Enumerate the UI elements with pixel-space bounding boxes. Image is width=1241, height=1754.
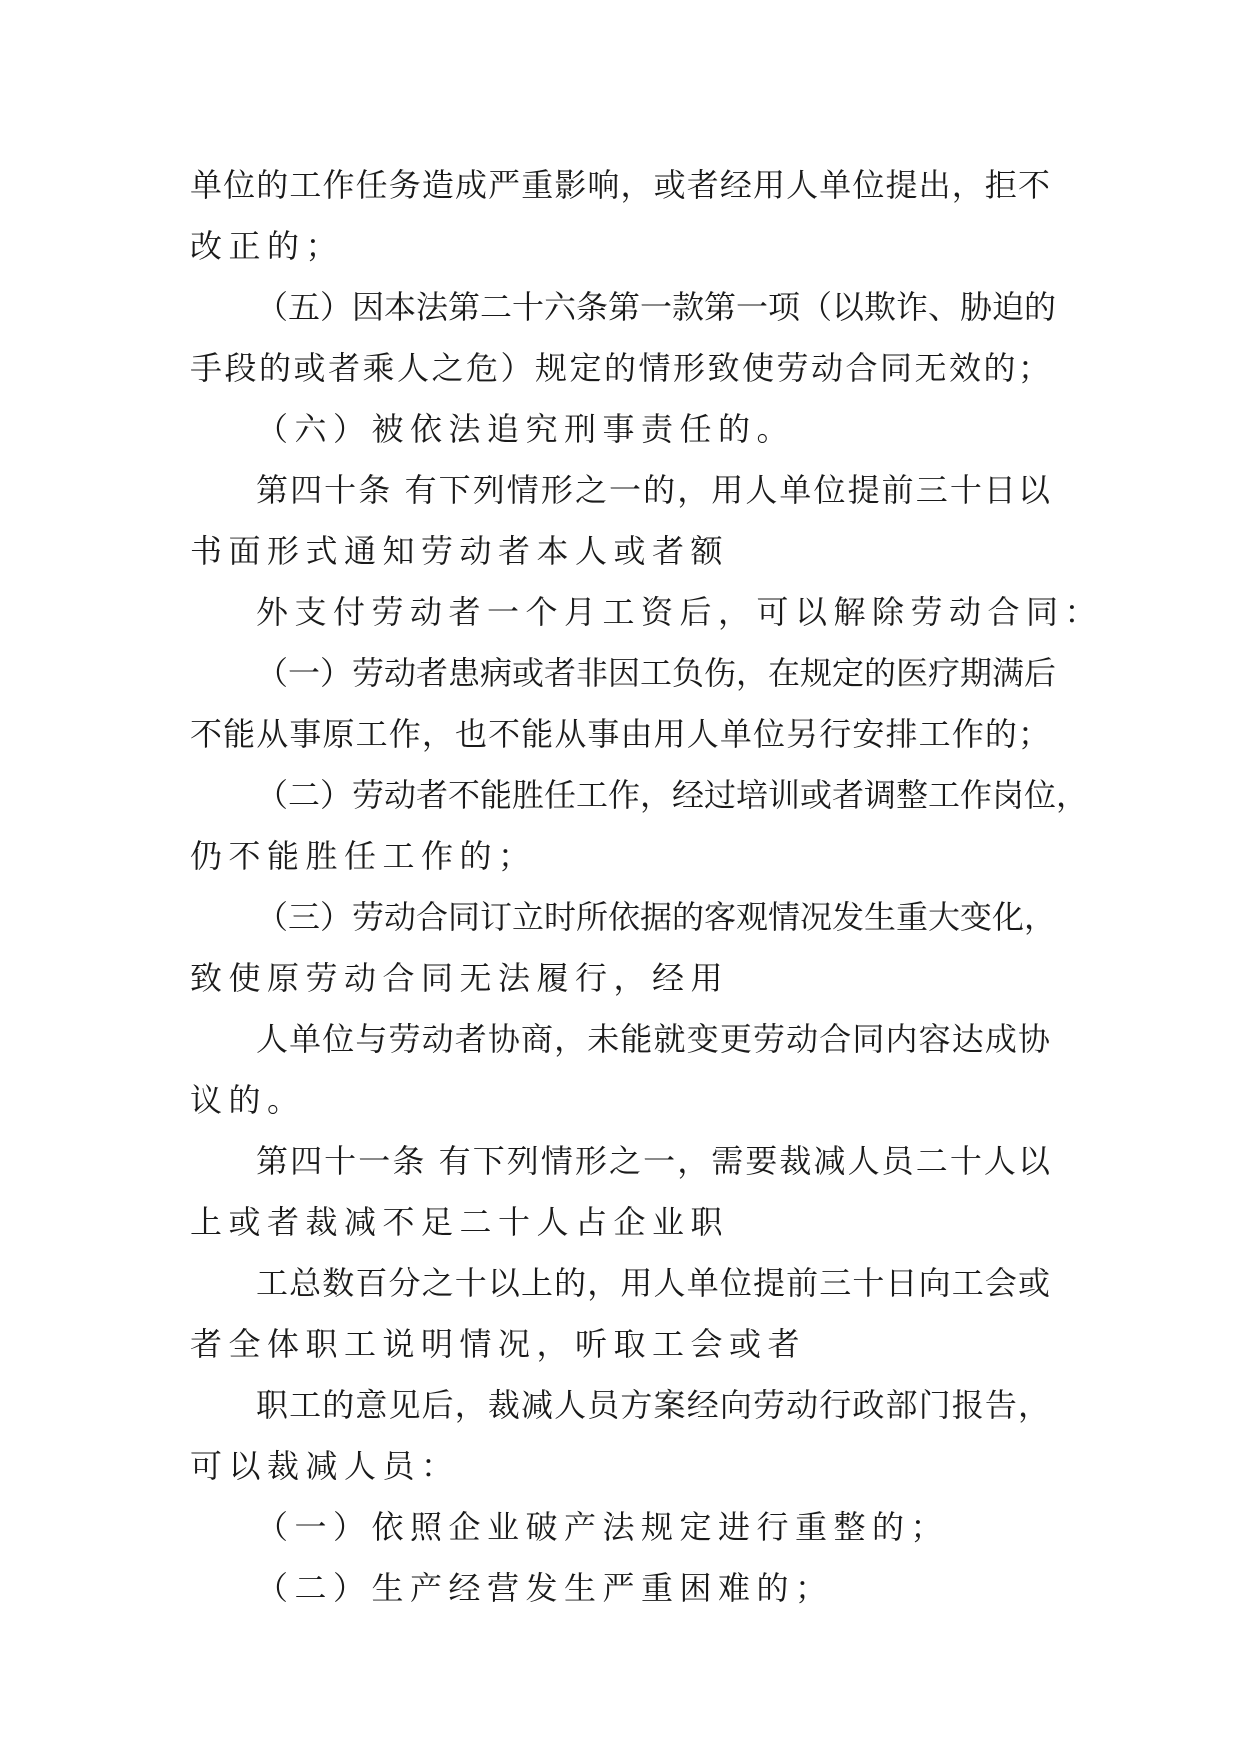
- text-line: 人单位与劳动者协商，未能就变更劳动合同内容达成协: [256, 1020, 1050, 1058]
- text-line: 职工的意见后，裁减人员方案经向劳动行政部门报告，: [256, 1386, 1050, 1424]
- text-line: （二）生产经营发生严重困难的；: [256, 1569, 834, 1607]
- text-line: 改正的；: [190, 227, 345, 265]
- text-line: 仍不能胜任工作的；: [190, 837, 537, 875]
- text-line: 外支付劳动者一个月工资后，可以解除劳动合同：: [256, 593, 1104, 631]
- document-body: [190, 155, 1104, 1619]
- text-line: （一）劳动者患病或者非因工负伤，在规定的医疗期满后: [256, 654, 1057, 692]
- text-line: 上或者裁减不足二十人占企业职: [190, 1203, 730, 1241]
- text-line: 单位的工作任务造成严重影响，或者经用人单位提出，拒不: [190, 166, 1050, 204]
- text-line: 工总数百分之十以上的，用人单位提前三十日向工会或: [256, 1264, 1050, 1302]
- text-line: 手段的或者乘人之危）规定的情形致使劳动合同无效的；: [190, 349, 1050, 387]
- text-line: （五）因本法第二十六条第一款第一项（以欺诈、胁迫的: [256, 288, 1057, 326]
- text-line: （二）劳动者不能胜任工作，经过培训或者调整工作岗位，: [256, 776, 1089, 814]
- text-line: 可以裁减人员：: [190, 1447, 460, 1485]
- text-line: 致使原劳动合同无法履行，经用: [190, 959, 730, 997]
- text-line: 不能从事原工作，也不能从事由用人单位另行安排工作的；: [190, 715, 1050, 753]
- text-line: 者全体职工说明情况，听取工会或者: [190, 1325, 807, 1363]
- text-line: 第四十一条 有下列情形之一，需要裁减人员二十人以: [256, 1142, 1050, 1180]
- text-line: 议的。: [190, 1081, 306, 1119]
- text-line: 第四十条 有下列情形之一的，用人单位提前三十日以: [256, 471, 1050, 509]
- text-line: 书面形式通知劳动者本人或者额: [190, 532, 730, 570]
- text-line: （三）劳动合同订立时所依据的客观情况发生重大变化，: [256, 898, 1057, 936]
- text-line: （六）被依法追究刑事责任的。: [256, 410, 796, 448]
- text-line: （一）依照企业破产法规定进行重整的；: [256, 1508, 950, 1546]
